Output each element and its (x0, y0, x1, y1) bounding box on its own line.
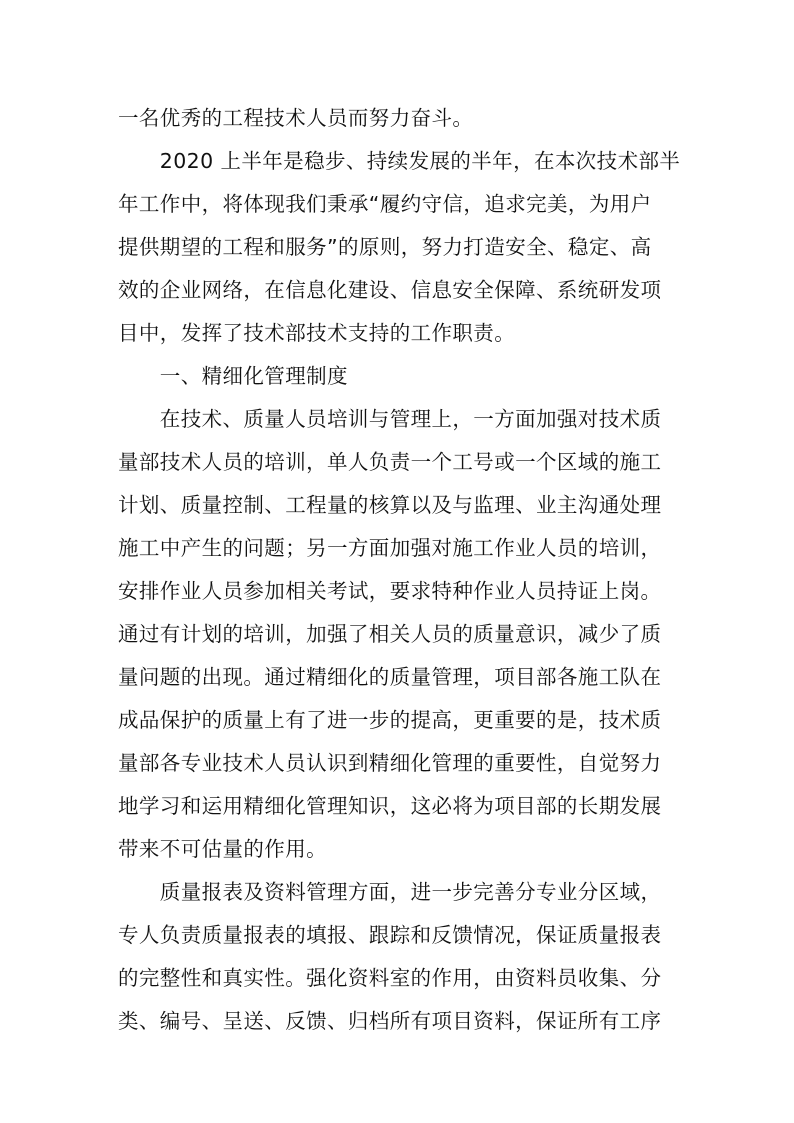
text-line: 计划、质量控制、工程量的核算以及与监理、业主沟通处理 (118, 493, 662, 517)
text-line: 通过有计划的培训，加强了相关人员的质量意识，减少了质 (118, 622, 662, 646)
text-line: 安排作业人员参加相关考试，要求特种作业人员持证上岗。 (118, 579, 662, 603)
text-line: 量问题的出现。通过精细化的质量管理，项目部各施工队在 (118, 665, 662, 689)
text-line: 一名优秀的工程技术人员而努力奋斗。 (118, 106, 474, 130)
text-line: 专人负责质量报表的填报、跟踪和反馈情况，保证质量报表 (118, 923, 662, 947)
text-line: 年工作中，将体现我们秉承“履约守信，追求完美，为用户 (118, 192, 652, 216)
text-line: 质量报表及资料管理方面，进一步完善分专业分区域， (118, 880, 662, 904)
text-line: 成品保护的质量上有了进一步的提高，更重要的是，技术质 (118, 708, 662, 732)
text-line: 量部各专业技术人员认识到精细化管理的重要性，自觉努力 (118, 751, 662, 775)
text-line: 地学习和运用精细化管理知识，这必将为项目部的长期发展 (118, 794, 662, 818)
text-line: 的完整性和真实性。强化资料室的作用，由资料员收集、分 (118, 966, 662, 990)
text-line: 带来不可估量的作用。 (118, 837, 327, 861)
text-line: 效的企业网络，在信息化建设、信息安全保障、系统研发项 (118, 278, 662, 302)
text-line: 提供期望的工程和服务”的原则，努力打造安全、稳定、高 (118, 235, 652, 259)
text-line: 量部技术人员的培训，单人负责一个工号或一个区域的施工 (118, 450, 662, 474)
text-line: 类、编号、呈送、反馈、归档所有项目资料，保证所有工序 (118, 1009, 662, 1033)
section-heading: 一、精细化管理制度 (118, 364, 348, 388)
text-line: 2020 上半年是稳步、持续发展的半年，在本次技术部半 (118, 149, 681, 173)
text-line: 在技术、质量人员培训与管理上，一方面加强对技术质 (118, 407, 662, 431)
text-line: 施工中产生的问题；另一方面加强对施工作业人员的培训， (118, 536, 662, 560)
text-line: 目中，发挥了技术部技术支持的工作职责。 (118, 321, 516, 345)
